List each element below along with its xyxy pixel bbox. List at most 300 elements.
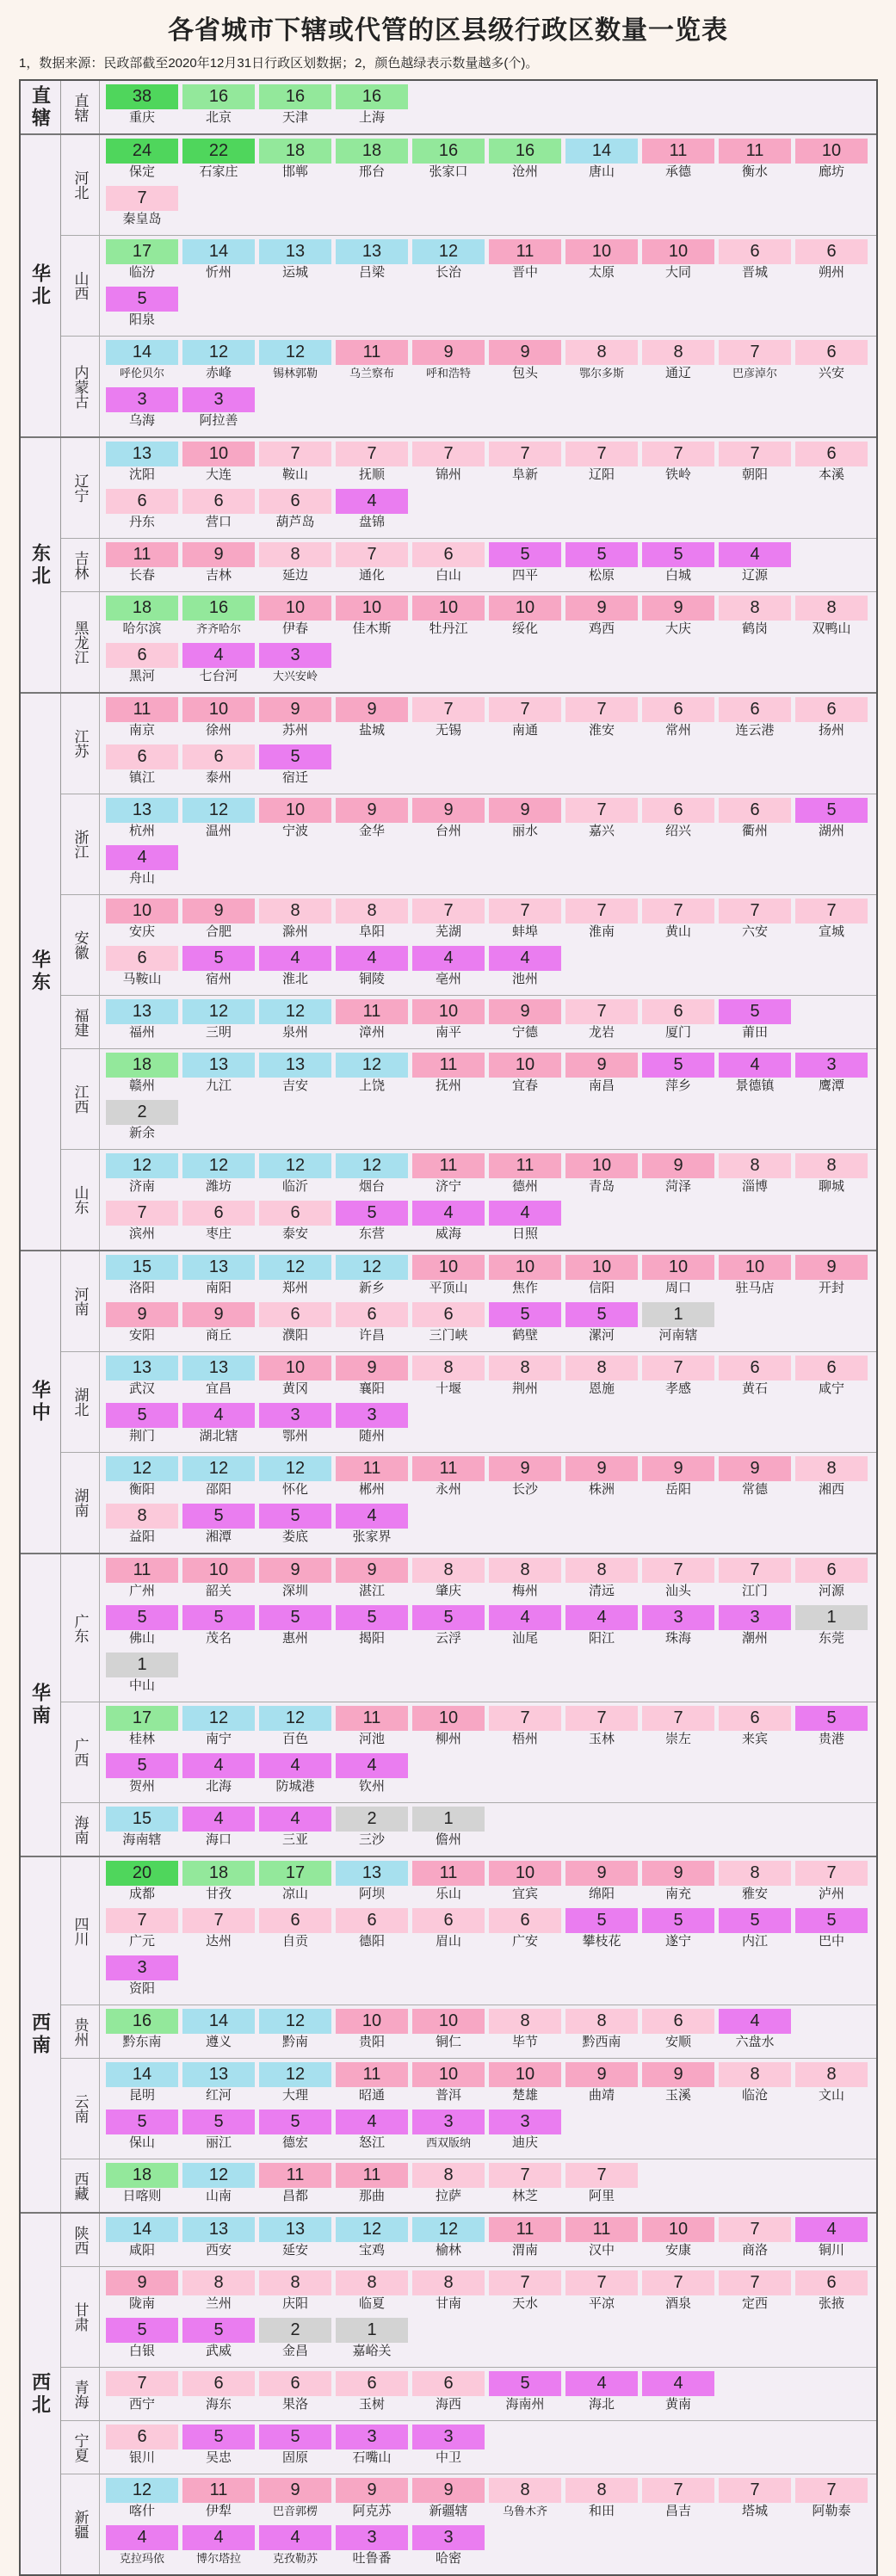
city-cell <box>335 1558 409 1603</box>
city-cell <box>182 2371 256 2416</box>
city-cell <box>641 239 715 284</box>
province-row <box>61 1702 876 1803</box>
district-count: 3 <box>336 2525 408 2550</box>
city-name: 深圳 <box>281 1584 308 1598</box>
city-name: 吴忠 <box>205 2450 232 2465</box>
district-count: 10 <box>412 2009 485 2034</box>
city-cell <box>258 1456 332 1501</box>
district-count: 9 <box>182 1302 255 1327</box>
city-name: 黔西南 <box>582 2035 621 2049</box>
district-count: 16 <box>412 139 485 164</box>
city-name: 菏泽 <box>664 1179 691 1194</box>
city-cell <box>105 1706 179 1751</box>
city-name: 阿里 <box>588 2189 615 2203</box>
city-name: 包头 <box>511 366 538 380</box>
city-list <box>100 1049 876 1149</box>
district-count: 6 <box>106 643 178 668</box>
city-name: 张家界 <box>352 1529 392 1544</box>
city-cell <box>105 1201 179 1245</box>
city-cell <box>182 2525 256 2570</box>
city-cell <box>335 946 409 991</box>
city-name: 甘孜 <box>205 1887 232 1901</box>
city-cell <box>794 1356 868 1400</box>
city-cell <box>182 744 256 789</box>
city-cell <box>105 2270 179 2315</box>
city-cell <box>641 1153 715 1198</box>
city-name: 陇南 <box>128 2296 155 2311</box>
district-count: 10 <box>642 1255 714 1280</box>
district-count: 3 <box>259 643 331 668</box>
city-cell <box>258 139 332 183</box>
district-count: 8 <box>795 1456 868 1481</box>
city-name: 衡水 <box>741 164 768 179</box>
district-count: 11 <box>336 1456 408 1481</box>
city-cell <box>105 287 179 331</box>
region-row <box>21 135 876 438</box>
city-name: 长治 <box>435 265 461 280</box>
district-count: 6 <box>795 1356 868 1381</box>
province-name: 湖南 <box>61 1453 100 1553</box>
city-name: 承德 <box>664 164 691 179</box>
city-name: 来宾 <box>741 1732 768 1746</box>
city-name: 忻州 <box>205 265 232 280</box>
city-cell <box>794 1456 868 1501</box>
city-cell <box>565 542 639 587</box>
district-count: 7 <box>106 1908 178 1933</box>
district-count: 7 <box>412 442 485 466</box>
district-count: 7 <box>489 1706 561 1731</box>
district-count: 10 <box>182 442 255 466</box>
city-cell <box>182 387 256 432</box>
district-count: 13 <box>106 1356 178 1381</box>
city-cell <box>488 239 562 284</box>
district-count: 7 <box>565 442 638 466</box>
city-name: 林芝 <box>511 2189 538 2203</box>
city-name: 茂名 <box>205 1631 232 1646</box>
city-name: 佛山 <box>128 1631 155 1646</box>
district-count: 11 <box>182 2478 255 2503</box>
district-count: 9 <box>642 596 714 621</box>
city-cell <box>488 2009 562 2054</box>
city-name: 兰州 <box>205 2296 232 2311</box>
city-name: 平凉 <box>588 2296 615 2311</box>
city-name: 钦州 <box>358 1779 385 1794</box>
city-name: 韶关 <box>205 1584 232 1598</box>
city-cell <box>488 1053 562 1097</box>
district-count: 9 <box>489 798 561 823</box>
city-cell <box>794 340 868 385</box>
city-cell <box>182 1255 256 1300</box>
city-name: 攀枝花 <box>582 1934 621 1949</box>
province-name: 浙江 <box>61 794 100 894</box>
city-cell <box>488 999 562 1044</box>
district-count: 18 <box>182 1861 255 1886</box>
city-cell <box>258 1201 332 1245</box>
city-cell <box>565 899 639 943</box>
district-count: 5 <box>106 1753 178 1778</box>
city-name: 通辽 <box>664 366 691 380</box>
city-cell <box>105 2110 179 2154</box>
city-cell <box>182 2110 256 2154</box>
district-count: 12 <box>182 999 255 1024</box>
city-cell <box>641 2217 715 2262</box>
city-cell <box>182 2163 256 2208</box>
city-name: 兴安 <box>818 366 844 380</box>
district-count: 15 <box>106 1807 178 1832</box>
city-cell <box>794 1706 868 1751</box>
district-count: 7 <box>412 697 485 722</box>
city-name: 湘潭 <box>205 1529 232 1544</box>
city-name: 日喀则 <box>122 2189 162 2203</box>
city-name: 太原 <box>588 265 615 280</box>
province-row <box>61 2159 876 2212</box>
district-count: 9 <box>182 899 255 924</box>
province-row <box>61 1352 876 1453</box>
city-cell <box>105 139 179 183</box>
district-count: 5 <box>795 798 868 823</box>
city-cell <box>335 2163 409 2208</box>
district-count: 7 <box>642 1558 714 1583</box>
district-count: 4 <box>259 1753 331 1778</box>
city-name: 德阳 <box>358 1934 385 1949</box>
city-cell <box>794 2062 868 2107</box>
district-count: 10 <box>489 596 561 621</box>
city-name: 南平 <box>435 1025 461 1040</box>
city-cell <box>718 697 792 742</box>
city-list <box>100 2159 876 2212</box>
city-cell <box>718 2217 792 2262</box>
district-count: 12 <box>259 999 331 1024</box>
city-name: 马鞍山 <box>122 972 162 986</box>
city-name: 宣城 <box>818 924 844 939</box>
district-count: 11 <box>642 139 714 164</box>
district-count: 4 <box>642 2371 714 2396</box>
district-count: 16 <box>182 596 255 621</box>
city-name: 郴州 <box>358 1482 385 1497</box>
city-name: 惠州 <box>281 1631 308 1646</box>
city-name: 东莞 <box>818 1631 844 1646</box>
district-count: 12 <box>182 798 255 823</box>
city-cell <box>182 1807 256 1851</box>
city-cell <box>335 697 409 742</box>
district-count: 12 <box>259 1706 331 1731</box>
city-cell <box>641 596 715 640</box>
district-count: 10 <box>412 2062 485 2087</box>
district-count: 7 <box>719 899 791 924</box>
city-cell <box>794 2270 868 2315</box>
district-count: 5 <box>259 2110 331 2134</box>
district-count: 12 <box>182 1456 255 1481</box>
city-name: 文山 <box>818 2088 844 2103</box>
city-name: 贵阳 <box>358 2035 385 2049</box>
city-cell <box>641 798 715 843</box>
city-cell <box>718 1153 792 1198</box>
district-count: 9 <box>565 1053 638 1078</box>
city-cell <box>182 946 256 991</box>
city-name: 白银 <box>128 2344 155 2358</box>
city-name: 固原 <box>281 2450 308 2465</box>
city-name: 上饶 <box>358 1078 385 1093</box>
district-count: 6 <box>795 239 868 264</box>
city-cell <box>335 2478 409 2523</box>
city-name: 怀化 <box>281 1482 308 1497</box>
city-cell <box>488 1605 562 1650</box>
city-cell <box>258 489 332 534</box>
district-count: 10 <box>259 798 331 823</box>
district-count: 7 <box>719 442 791 466</box>
city-name: 武威 <box>205 2344 232 2358</box>
city-cell <box>258 1558 332 1603</box>
city-list <box>100 135 876 235</box>
province-name: 陕西 <box>61 2214 100 2266</box>
province-row <box>61 337 876 436</box>
district-count: 3 <box>412 2425 485 2449</box>
district-count: 10 <box>642 239 714 264</box>
district-count: 7 <box>489 899 561 924</box>
district-count: 6 <box>182 1201 255 1226</box>
district-count: 6 <box>489 1908 561 1933</box>
city-name: 镇江 <box>128 770 155 785</box>
city-name: 江门 <box>741 1584 768 1598</box>
district-count: 10 <box>412 1706 485 1731</box>
district-count: 6 <box>412 1908 485 1933</box>
district-count: 6 <box>719 798 791 823</box>
city-name: 河池 <box>358 1732 385 1746</box>
city-cell <box>565 1706 639 1751</box>
district-count: 9 <box>642 1153 714 1178</box>
city-cell <box>411 239 485 284</box>
district-count: 8 <box>565 2009 638 2034</box>
city-cell <box>258 442 332 486</box>
district-count: 5 <box>642 1053 714 1078</box>
district-count: 12 <box>336 2217 408 2242</box>
city-cell <box>411 1706 485 1751</box>
city-cell <box>335 1908 409 1953</box>
city-name: 延边 <box>281 568 308 583</box>
city-name: 襄阳 <box>358 1381 385 1396</box>
city-name: 黄南 <box>664 2397 691 2412</box>
city-name: 临汾 <box>128 265 155 280</box>
city-name: 梧州 <box>511 1732 538 1746</box>
district-count: 4 <box>182 1403 255 1428</box>
city-name: 枣庄 <box>205 1226 232 1241</box>
district-count: 8 <box>489 1356 561 1381</box>
district-count: 9 <box>719 1456 791 1481</box>
city-name: 本溪 <box>818 467 844 482</box>
district-count: 3 <box>259 1403 331 1428</box>
district-count: 11 <box>259 2163 331 2188</box>
city-cell <box>641 2270 715 2315</box>
city-name: 四平 <box>511 568 538 583</box>
province-name: 宁夏 <box>61 2421 100 2474</box>
city-name: 聊城 <box>818 1179 844 1194</box>
city-cell <box>182 542 256 587</box>
city-cell <box>488 596 562 640</box>
city-cell <box>641 139 715 183</box>
city-cell <box>182 2270 256 2315</box>
city-name: 濮阳 <box>281 1328 308 1343</box>
city-name: 普洱 <box>435 2088 461 2103</box>
city-cell <box>641 1605 715 1650</box>
city-cell <box>258 946 332 991</box>
city-name: 宿州 <box>205 972 232 986</box>
city-cell <box>105 2062 179 2107</box>
city-name: 安康 <box>664 2243 691 2258</box>
district-count: 4 <box>412 946 485 971</box>
city-name: 黔南 <box>281 2035 308 2049</box>
district-count: 7 <box>719 2217 791 2242</box>
district-count: 13 <box>259 239 331 264</box>
city-cell <box>182 1504 256 1548</box>
city-name: 临沧 <box>741 2088 768 2103</box>
city-name: 广元 <box>128 1934 155 1949</box>
city-cell <box>182 999 256 1044</box>
district-count: 7 <box>489 2270 561 2295</box>
province-name: 内蒙古 <box>61 337 100 436</box>
district-count: 10 <box>336 596 408 621</box>
city-name: 佳木斯 <box>352 621 392 636</box>
district-count: 13 <box>336 1861 408 1886</box>
district-count: 5 <box>489 542 561 567</box>
city-name: 金华 <box>358 824 385 838</box>
city-name: 呼伦贝尔 <box>119 367 164 380</box>
city-name: 铜川 <box>818 2243 844 2258</box>
city-name: 徐州 <box>205 723 232 738</box>
city-cell <box>105 1456 179 1501</box>
district-count: 7 <box>182 1908 255 1933</box>
city-name: 景德镇 <box>735 1078 775 1093</box>
city-name: 营口 <box>205 515 232 529</box>
province-row <box>61 1150 876 1250</box>
city-name: 石家庄 <box>199 164 238 179</box>
city-cell <box>718 1908 792 1953</box>
city-name: 绥化 <box>511 621 538 636</box>
city-name: 鹤壁 <box>511 1328 538 1343</box>
city-cell <box>411 798 485 843</box>
city-name: 海北 <box>588 2397 615 2412</box>
district-count: 12 <box>259 340 331 365</box>
city-name: 淮北 <box>281 972 308 986</box>
city-name: 湖北辖 <box>199 1429 238 1443</box>
district-count: 5 <box>182 1605 255 1630</box>
province-row <box>61 1554 876 1702</box>
city-cell <box>258 1706 332 1751</box>
data-source-note: 1，数据来源：民政部截至2020年12月31日行政区划数据；2，颜色越绿表示数量越多(个)。 <box>19 56 539 71</box>
district-count: 8 <box>565 2478 638 2503</box>
city-name: 湛江 <box>358 1584 385 1598</box>
district-count: 7 <box>642 1356 714 1381</box>
region-row <box>21 1554 876 1857</box>
province-row <box>61 135 876 236</box>
city-cell <box>258 643 332 688</box>
city-name: 滁州 <box>281 924 308 939</box>
district-count: 13 <box>106 442 178 466</box>
province-name: 河北 <box>61 135 100 235</box>
province-name: 江西 <box>61 1049 100 1149</box>
city-cell <box>565 1302 639 1347</box>
city-name: 庆阳 <box>281 2296 308 2311</box>
city-cell <box>182 1753 256 1798</box>
city-name: 吉安 <box>281 1078 308 1093</box>
district-count: 7 <box>336 542 408 567</box>
city-name: 绍兴 <box>664 824 691 838</box>
city-name: 驻马店 <box>735 1281 775 1295</box>
district-count: 16 <box>336 84 408 109</box>
city-cell <box>641 2009 715 2054</box>
district-count: 15 <box>106 1255 178 1280</box>
city-cell <box>258 2110 332 2154</box>
city-list <box>100 1352 876 1452</box>
province-name: 福建 <box>61 996 100 1048</box>
city-cell <box>258 1053 332 1097</box>
city-list <box>100 1803 876 1856</box>
district-count: 8 <box>336 2270 408 2295</box>
city-cell <box>488 1908 562 1953</box>
city-name: 长春 <box>128 568 155 583</box>
city-name: 楚雄 <box>511 2088 538 2103</box>
district-count: 7 <box>489 442 561 466</box>
city-cell <box>488 542 562 587</box>
district-count: 7 <box>642 2270 714 2295</box>
province-name: 山东 <box>61 1150 100 1250</box>
city-cell <box>488 1558 562 1603</box>
district-count: 8 <box>719 1153 791 1178</box>
city-cell <box>565 2371 639 2416</box>
region-body <box>61 1554 876 1856</box>
city-cell <box>794 1053 868 1097</box>
city-name: 阳泉 <box>128 312 155 327</box>
city-cell <box>565 999 639 1044</box>
district-count: 9 <box>412 798 485 823</box>
district-count: 7 <box>565 899 638 924</box>
district-count: 11 <box>106 1558 178 1583</box>
district-count: 14 <box>106 2062 178 2087</box>
city-name: 玉树 <box>358 2397 385 2412</box>
district-count: 8 <box>795 1153 868 1178</box>
city-name: 孝感 <box>664 1381 691 1396</box>
city-name: 海西 <box>435 2397 461 2412</box>
district-count: 8 <box>259 542 331 567</box>
region-body <box>61 135 876 436</box>
city-name: 舟山 <box>128 871 155 886</box>
city-name: 亳州 <box>435 972 461 986</box>
city-list <box>100 1453 876 1553</box>
district-count: 9 <box>336 1558 408 1583</box>
district-count: 4 <box>719 2009 791 2034</box>
city-name: 大连 <box>205 467 232 482</box>
district-count: 10 <box>106 899 178 924</box>
city-name: 福州 <box>128 1025 155 1040</box>
city-list <box>100 1251 876 1351</box>
district-count: 6 <box>106 2425 178 2449</box>
district-count: 7 <box>642 1706 714 1731</box>
city-name: 阳江 <box>588 1631 615 1646</box>
city-name: 黄山 <box>664 924 691 939</box>
city-cell <box>411 899 485 943</box>
city-name: 衡阳 <box>128 1482 155 1497</box>
city-name: 肇庆 <box>435 1584 461 1598</box>
district-count: 9 <box>565 596 638 621</box>
district-count: 16 <box>259 84 331 109</box>
city-cell <box>411 139 485 183</box>
city-name: 百色 <box>281 1732 308 1746</box>
district-count: 1 <box>642 1302 714 1327</box>
city-name: 六安 <box>741 924 768 939</box>
city-cell <box>258 1908 332 1953</box>
city-cell <box>105 1908 179 1953</box>
city-name: 阿坝 <box>358 1887 385 1901</box>
city-cell <box>105 1504 179 1548</box>
